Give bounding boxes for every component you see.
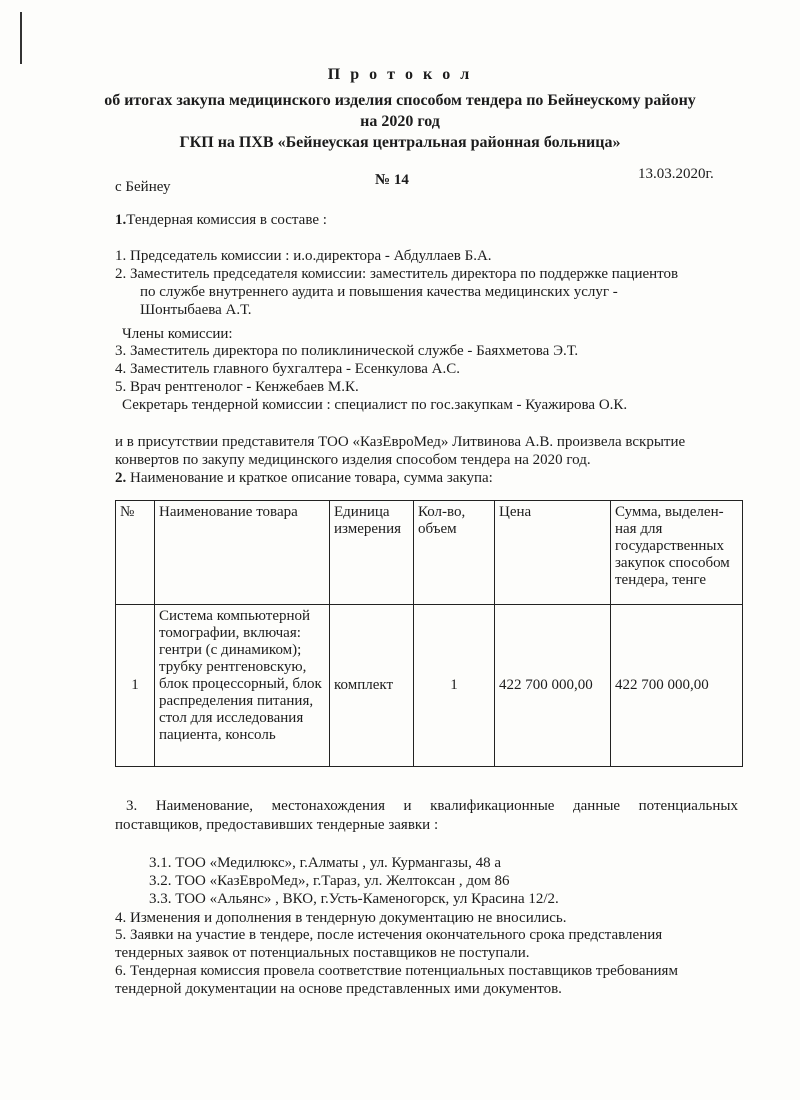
item-sum-cell: 422 700 000,00 (611, 605, 743, 767)
item-name-cell: Система компьютерной томографии, включая: гентри (с динамиком); трубку рентгеновскую, блок процессорный, блок распределения питания, стол для исследования пациента, консоль (155, 605, 330, 767)
section4-text: 4. Изменения и дополнения в тендерную документацию не вносились. (115, 910, 567, 926)
document-title: П р о т о к о л (327, 66, 473, 83)
table-header-cell: Наименование товара (155, 501, 330, 605)
place-of-issue: с Бейнеу (115, 179, 171, 195)
members-label: Члены комиссии: (122, 326, 233, 342)
section2-heading (115, 470, 493, 487)
supplier-item: 3.2. ТОО «КазЕвроМед», г.Тараз, ул. Желтоксан , дом 86 (149, 873, 510, 889)
section5-line1: 5. Заявки на участие в тендере, после истечения окончательного срока представления (115, 927, 663, 943)
section6-line2: тендерной документации на основе представленных ими документов. (115, 981, 562, 997)
supplier-item: 3.3. ТОО «Альянс» , ВКО, г.Усть-Каменогорск, ул Красина 12/2. (149, 891, 559, 907)
table-header-cell: Сумма, выделен-ная для государственных закупок способом тендера, тенге (611, 501, 743, 605)
commission-secretary: Секретарь тендерной комиссии : специалист по гос.закупкам - Куажирова О.К. (122, 397, 628, 413)
document-subtitle-line2: на 2020 год (360, 113, 440, 130)
commission-member-5: 5. Врач рентгенолог - Кенжебаев М.К. (115, 379, 359, 395)
table-header-cell: Единица измерения (330, 501, 414, 605)
commission-member-2-line3: Шонтыбаева А.Т. (140, 302, 252, 318)
item-price-cell: 422 700 000,00 (495, 605, 611, 767)
commission-member-2-line1: 2. Заместитель председателя комиссии: заместитель директора по поддержке пациентов (115, 266, 679, 282)
presence-line1: и в присутствии представителя ТОО «КазЕвроМед» Литвинова А.В. произвела вскрытие (115, 434, 686, 450)
table-row (116, 605, 743, 767)
protocol-date: 13.03.2020г. (638, 166, 714, 182)
document-subtitle-line3: ГКП на ПХВ «Бейнеуская центральная районная больница» (179, 134, 621, 151)
margin-pen-mark (20, 12, 22, 64)
table-header-cell: Кол-во, объем (414, 501, 495, 605)
commission-member-1: 1. Председатель комиссии : и.о.директора - Абдуллаев Б.А. (115, 248, 492, 264)
section2-text: Наименование и краткое описание товара, сумма закупа: (126, 470, 493, 486)
section1-heading (115, 212, 327, 229)
presence-line2: конвертов по закупу медицинского изделия способом тендера на 2020 год. (115, 452, 591, 468)
table-header-row (116, 501, 743, 605)
table-header-cell: Цена (495, 501, 611, 605)
section3-line1-text: 3. Наименование, местонахождения и квалификационные данные потенциальных (126, 798, 738, 814)
item-qty-cell: 1 (414, 605, 495, 767)
section1-number: 1. (115, 212, 127, 228)
item-unit-cell: комплект (330, 605, 414, 767)
goods-table (115, 500, 743, 767)
section3-line2: поставщиков, предоставивших тендерные заявки : (115, 817, 439, 833)
section3-line1 (126, 798, 738, 815)
commission-member-2-line2: по службе внутреннего аудита и повышения качества медицинских услуг - (140, 284, 618, 300)
commission-member-3: 3. Заместитель директора по поликлинической службе - Баяхметова Э.Т. (115, 343, 579, 359)
supplier-item: 3.1. ТОО «Медилюкс», г.Алматы , ул. Курмангазы, 48 а (149, 855, 501, 871)
section1-text: Тендерная комиссия в составе : (126, 212, 327, 228)
document-subtitle-line1: об итогах закупа медицинского изделия способом тендера по Бейнеускому району (104, 92, 696, 109)
table-header-cell: № (116, 501, 155, 605)
commission-member-4: 4. Заместитель главного бухгалтера - Есенкулова А.С. (115, 361, 460, 377)
section6-line1: 6. Тендерная комиссия провела соответствие потенциальных поставщиков требованиям (115, 963, 678, 979)
protocol-number: № 14 (375, 172, 409, 188)
row-number-cell: 1 (116, 605, 155, 767)
section2-number: 2. (115, 470, 127, 486)
section5-line2: тендерных заявок от потенциальных поставщиков не поступали. (115, 945, 530, 961)
